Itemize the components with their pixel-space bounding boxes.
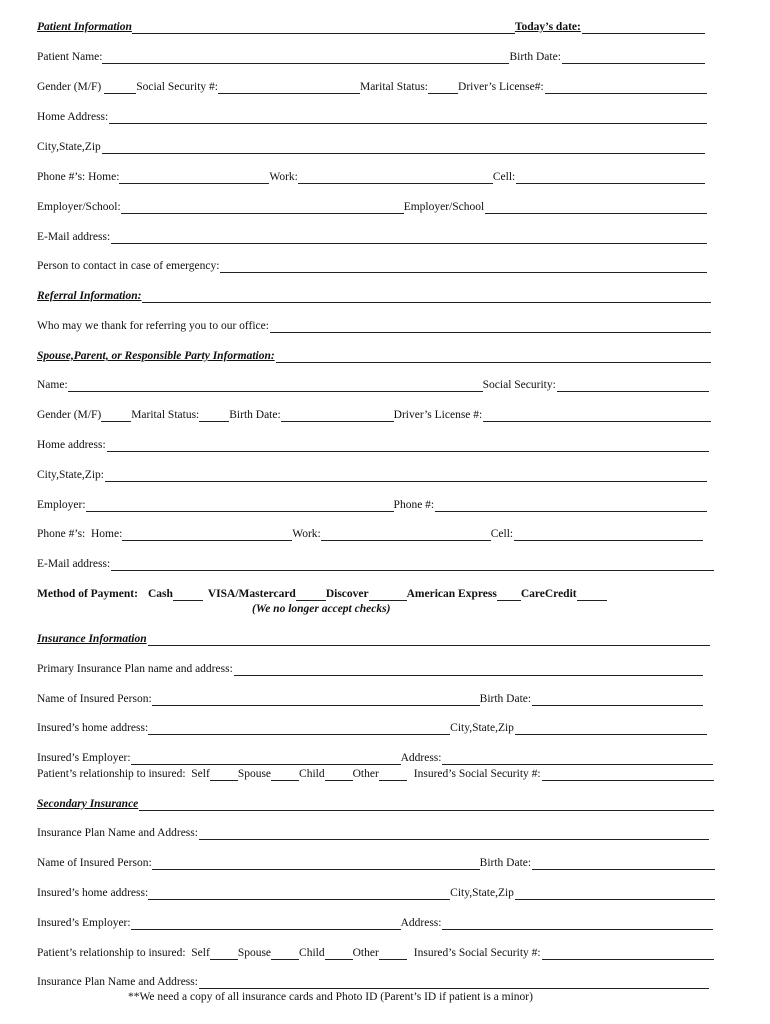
relationship-label: Patient’s relationship to insured: Self [37,768,210,780]
patient-info-title: Patient Information [37,21,132,33]
employer-school-label-2: Employer/School [403,201,485,213]
referral-rule [142,291,711,303]
relationship-spouse-field[interactable] [271,769,299,781]
secondary-city-label: City,State,Zip [450,887,514,899]
home-address-field[interactable] [109,112,707,124]
insured-name-label: Name of Insured Person: [37,693,152,705]
rp-drivers-license-label: Driver’s License #: [393,409,483,421]
insured-birth-label: Birth Date: [479,693,532,705]
phone-row [37,170,705,184]
phone-home-label: Phone #’s: Home: [37,171,120,183]
rp-home-address-label: Home address: [37,439,106,451]
employer-school-field[interactable] [121,202,404,214]
patient-name-label: Patient Name: [37,51,103,63]
rp-ssn-label: Social Security: [482,379,556,391]
relationship-other-field[interactable] [379,769,407,781]
secondary-child-label: Child [299,947,325,959]
rp-home-address-row [37,438,709,452]
secondary-city-field[interactable] [515,888,715,900]
rp-gender-field[interactable] [101,410,131,422]
insured-ssn-field[interactable] [542,769,714,781]
secondary-plan-row [37,826,709,840]
insured-name-row [37,692,703,706]
secondary-employer-label: Insured’s Employer: [37,917,131,929]
referred-by-label: Who may we thank for referring you to our office: [37,320,269,332]
referred-by-field[interactable] [270,321,711,333]
rp-work-label: Work: [292,528,321,540]
rp-email-field[interactable] [111,559,714,571]
insured-birth-field[interactable] [532,694,703,706]
rp-gender-row [37,408,711,422]
rp-city-row [37,468,707,482]
rp-work-field[interactable] [321,529,491,541]
secondary-rule [139,799,714,811]
secondary-address-label: Address: [400,917,442,929]
referred-by-row [37,319,711,333]
insured-home-field[interactable] [148,723,450,735]
secondary-header-row [37,797,714,811]
patient-name-row [37,50,705,64]
secondary-home-field[interactable] [148,888,450,900]
relationship-child-label: Child [299,768,325,780]
rp-name-field[interactable] [68,380,483,392]
relationship-spouse-label: Spouse [237,768,272,780]
responsible-rule [276,351,711,363]
payment-discover-label: Discover [325,588,369,600]
primary-plan-field[interactable] [234,664,703,676]
drivers-license-label: Driver’s License#: [458,81,544,93]
rp-phone-home-field[interactable] [122,529,292,541]
email-field[interactable] [111,232,707,244]
secondary-birth-field[interactable] [532,858,715,870]
rp-cell-field[interactable] [514,529,703,541]
patient-name-field[interactable] [102,52,509,64]
todays-date-field[interactable] [582,22,705,34]
payment-carecredit-field[interactable] [577,589,607,601]
referral-title: Referral Information: [37,290,142,302]
secondary-spouse-label: Spouse [237,947,272,959]
rp-home-address-field[interactable] [107,440,709,452]
relationship-self-field[interactable] [210,769,238,781]
cell-phone-field[interactable] [516,172,705,184]
responsible-title: Spouse,Parent, or Responsible Party Information: [37,350,275,362]
rp-phone-home-label: Phone #’s: Home: [37,528,123,540]
secondary-spouse-field[interactable] [271,948,299,960]
patient-info-rule [132,22,515,34]
relationship-row [37,767,714,781]
payment-row [37,587,607,601]
home-address-label: Home Address: [37,111,109,123]
rp-employer-row [37,498,707,512]
footnote: **We need a copy of all insurance cards and Photo ID (Parent’s ID if patient is a minor) [128,991,533,1003]
home-address-row [37,110,707,124]
rp-email-label: E-Mail address: [37,558,111,570]
insurance-title: Insurance Information [37,633,147,645]
rp-birth-date-label: Birth Date: [229,409,281,421]
payment-carecredit-label: CareCredit [520,588,577,600]
rp-city-label: City,State,Zip: [37,469,104,481]
insured-city-label: City,State,Zip [450,722,514,734]
drivers-license-field[interactable] [545,82,707,94]
rp-birth-date-field[interactable] [281,410,394,422]
payment-cash-field[interactable] [173,589,203,601]
city-state-zip-field[interactable] [102,142,705,154]
work-label: Work: [269,171,298,183]
secondary-other-field[interactable] [379,948,407,960]
insured-employer-row [37,751,713,765]
gender-row [37,80,707,94]
secondary-plan2-field[interactable] [199,977,709,989]
primary-plan-label: Primary Insurance Plan name and address: [37,663,233,675]
secondary-birth-label: Birth Date: [479,857,532,869]
secondary-plan-label: Insurance Plan Name and Address: [37,827,198,839]
employer-school-label: Employer/School: [37,201,121,213]
gender-label: Gender (M/F) [37,81,102,93]
secondary-relationship-label: Patient’s relationship to insured: Self [37,947,210,959]
secondary-self-field[interactable] [210,948,238,960]
emergency-field[interactable] [220,261,707,273]
emergency-label: Person to contact in case of emergency: [37,260,220,272]
rp-name-row [37,378,709,392]
secondary-employer-row [37,916,713,930]
email-row [37,230,707,244]
payment-cash-label: Cash [147,588,173,600]
secondary-other-label: Other [352,947,379,959]
rp-city-field[interactable] [105,470,707,482]
ssn-field[interactable] [218,82,360,94]
work-phone-field[interactable] [298,172,493,184]
rp-email-row [37,557,714,571]
responsible-header-row [37,349,711,363]
insured-address-field[interactable] [442,753,713,765]
rp-phones-row [37,527,703,541]
secondary-ssn-field[interactable] [542,948,714,960]
secondary-home-label: Insured’s home address: [37,887,149,899]
birth-date-field[interactable] [562,52,705,64]
rp-cell-label: Cell: [490,528,514,540]
secondary-insured-name-label: Name of Insured Person: [37,857,152,869]
employer-school-field-2[interactable] [485,202,707,214]
rp-name-label: Name: [37,379,68,391]
insured-city-field[interactable] [515,723,707,735]
email-label: E-Mail address: [37,231,111,243]
insured-ssn-label: Insured’s Social Security #: [413,768,541,780]
secondary-insured-name-field[interactable] [152,858,480,870]
relationship-other-label: Other [352,768,379,780]
employer-row [37,200,707,214]
payment-amex-label: American Express [406,588,497,600]
city-state-zip-label: City,State,Zip [37,141,101,153]
ssn-label: Social Security #: [136,81,218,93]
relationship-child-field[interactable] [325,769,353,781]
phone-home-field[interactable] [119,172,269,184]
cell-label: Cell: [492,171,516,183]
secondary-address-field[interactable] [442,918,713,930]
emergency-row [37,259,707,273]
secondary-child-field[interactable] [325,948,353,960]
insured-name-field[interactable] [152,694,480,706]
todays-date-label: Today’s date: [514,21,581,33]
marital-label: Marital Status: [359,81,429,93]
payment-visa-label: VISA/Mastercard [207,588,296,600]
patient-info-header-row [37,20,705,34]
secondary-plan2-row [37,975,709,989]
payment-discover-field[interactable] [369,589,407,601]
payment-visa-field[interactable] [296,589,326,601]
secondary-plan2-label: Insurance Plan Name and Address: [37,976,198,988]
secondary-plan-field[interactable] [199,828,709,840]
secondary-insured-name-row [37,856,715,870]
primary-plan-row [37,662,703,676]
insurance-header-row [37,632,710,646]
secondary-ssn-label: Insured’s Social Security #: [413,947,541,959]
insured-address-label: Address: [400,752,442,764]
payment-amex-field[interactable] [497,589,521,601]
insured-home-row [37,721,707,735]
rp-employer-label: Employer: [37,499,86,511]
insured-employer-field[interactable] [131,753,401,765]
secondary-employer-field[interactable] [131,918,401,930]
referral-header-row [37,289,711,303]
secondary-relationship-row [37,946,714,960]
rp-gender-label: Gender (M/F) [37,409,102,421]
insured-home-label: Insured’s home address: [37,722,149,734]
secondary-home-row [37,886,715,900]
marital-field[interactable] [428,82,458,94]
insurance-rule [148,634,710,646]
rp-marital-field[interactable] [199,410,229,422]
rp-drivers-license-field[interactable] [483,410,711,422]
rp-employer-field[interactable] [86,500,394,512]
payment-note: (We no longer accept checks) [252,603,391,615]
rp-phone-field[interactable] [435,500,707,512]
rp-ssn-field[interactable] [557,380,709,392]
rp-phone-label: Phone #: [393,499,435,511]
birth-date-label: Birth Date: [509,51,561,63]
payment-label: Method of Payment: [37,588,138,600]
secondary-title: Secondary Insurance [37,798,139,810]
insured-employer-label: Insured’s Employer: [37,752,131,764]
city-state-zip-row [37,140,705,154]
gender-field[interactable] [104,82,136,94]
rp-marital-label: Marital Status: [131,409,200,421]
